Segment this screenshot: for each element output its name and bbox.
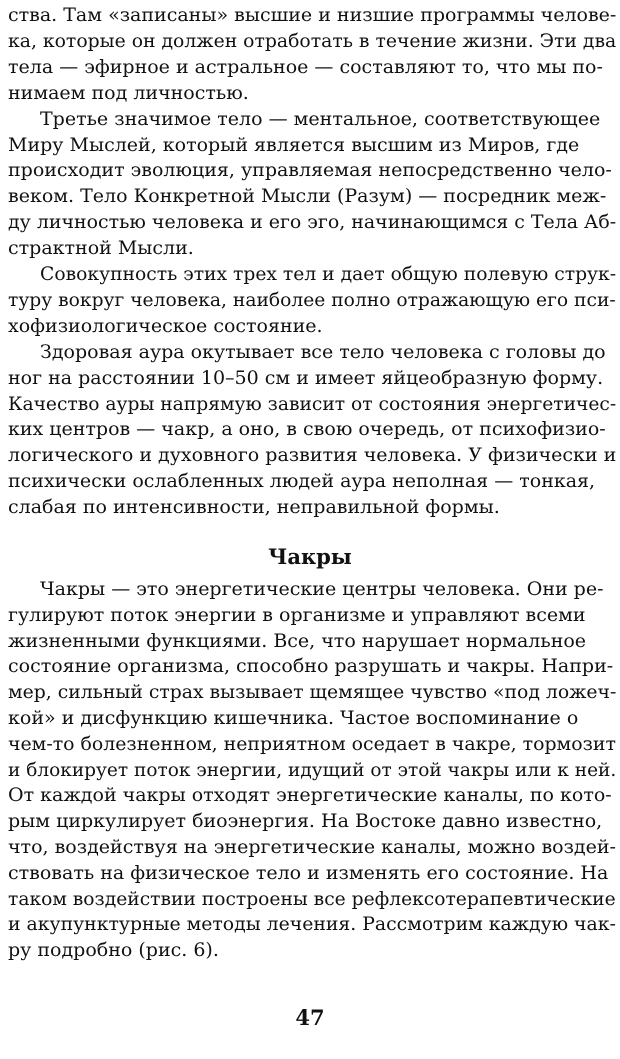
text-line: Третье значимое тело — ментальное, соответствующее (40, 107, 601, 130)
text-line: веком. Тело Конкретной Мысли (Разум) — посредник меж- (8, 185, 607, 208)
text-line: слабая по интенсивности, неправильной формы. (8, 496, 500, 519)
text-line: От каждой чакры отходят энергетические каналы, по кото- (8, 784, 612, 807)
text-line: жизненными функциями. Все, что нарушает нормальное (8, 629, 587, 652)
text-line: Миру Мыслей, который является высшим из Миров, где (8, 133, 580, 156)
text-line: ствовать на физическое тело и изменять его состояние. На (8, 861, 609, 884)
text-line: таком воздействии построены все рефлексотерапевтические (8, 887, 616, 910)
text-line: тела — эфирное и астральное — составляют то, что мы по- (8, 55, 603, 78)
text-line: Совокупность этих трех тел и дает общую полевую струк- (40, 263, 616, 285)
page-number: 47 (295, 1005, 325, 1030)
text-line: происходит эволюция, управляемая непосредственно чело- (8, 159, 612, 182)
text-line: рым циркулирует биоэнергия. На Востоке давно известно, (8, 810, 603, 833)
text-line: кой» и дисфункцию кишечника. Частое воспоминание о (8, 707, 579, 729)
text-line: состояние организма, способно разрушать и чакры. Напри- (8, 655, 614, 678)
text-line: хофизиологическое состояние. (8, 314, 323, 337)
text-line: ру подробно (рис. 6). (8, 939, 219, 962)
text-line: логического и духовного развития человека. У физически и (8, 444, 616, 467)
text-line: мер, сильный страх вызывает щемящее чувство «под ложеч- (8, 681, 616, 704)
text-line: страктной Мысли. (8, 237, 194, 260)
text-line: туру вокруг человека, наиболее полно отражающую его пси- (8, 288, 616, 311)
section-heading: Чакры (268, 544, 352, 569)
text-line: гулируют поток энергии в организме и управляют всеми (8, 603, 586, 626)
text-line: Качество ауры напрямую зависит от состояния энергетичес- (8, 392, 616, 415)
text-line: и блокирует поток энергии, идущий от этой чакры или к ней. (8, 758, 616, 781)
text-line: чем-то болезненном, неприятном оседает в чакре, тормозит (8, 732, 616, 755)
text-line: ства. Там «записаны» высшие и низшие программы челове- (8, 4, 616, 26)
text-line: и акупунктурные методы лечения. Рассмотрим каждую чак- (8, 913, 616, 936)
text-line: Здоровая аура окутывает все тело человека с головы до (40, 340, 606, 363)
text-line: психически ослабленных людей аура неполная — тонкая, (8, 470, 596, 493)
text-line: Чакры — это энергетические центры человека. Они ре- (40, 578, 604, 600)
text-line: что, воздействуя на энергетические каналы, можно воздей- (8, 836, 616, 858)
text-line: ких центров — чакр, а оно, в свою очередь, от психофизио- (8, 418, 606, 441)
text-line: ног на расстоянии 10–50 см и имеет яйцеобразную форму. (8, 366, 604, 389)
text-line: ду личностью человека и его эго, начинающимся с Тела Аб- (8, 211, 616, 234)
text-line: нимаем под личностью. (8, 81, 249, 104)
text-line: ка, которые он должен отработать в течение жизни. Эти два (8, 29, 616, 52)
